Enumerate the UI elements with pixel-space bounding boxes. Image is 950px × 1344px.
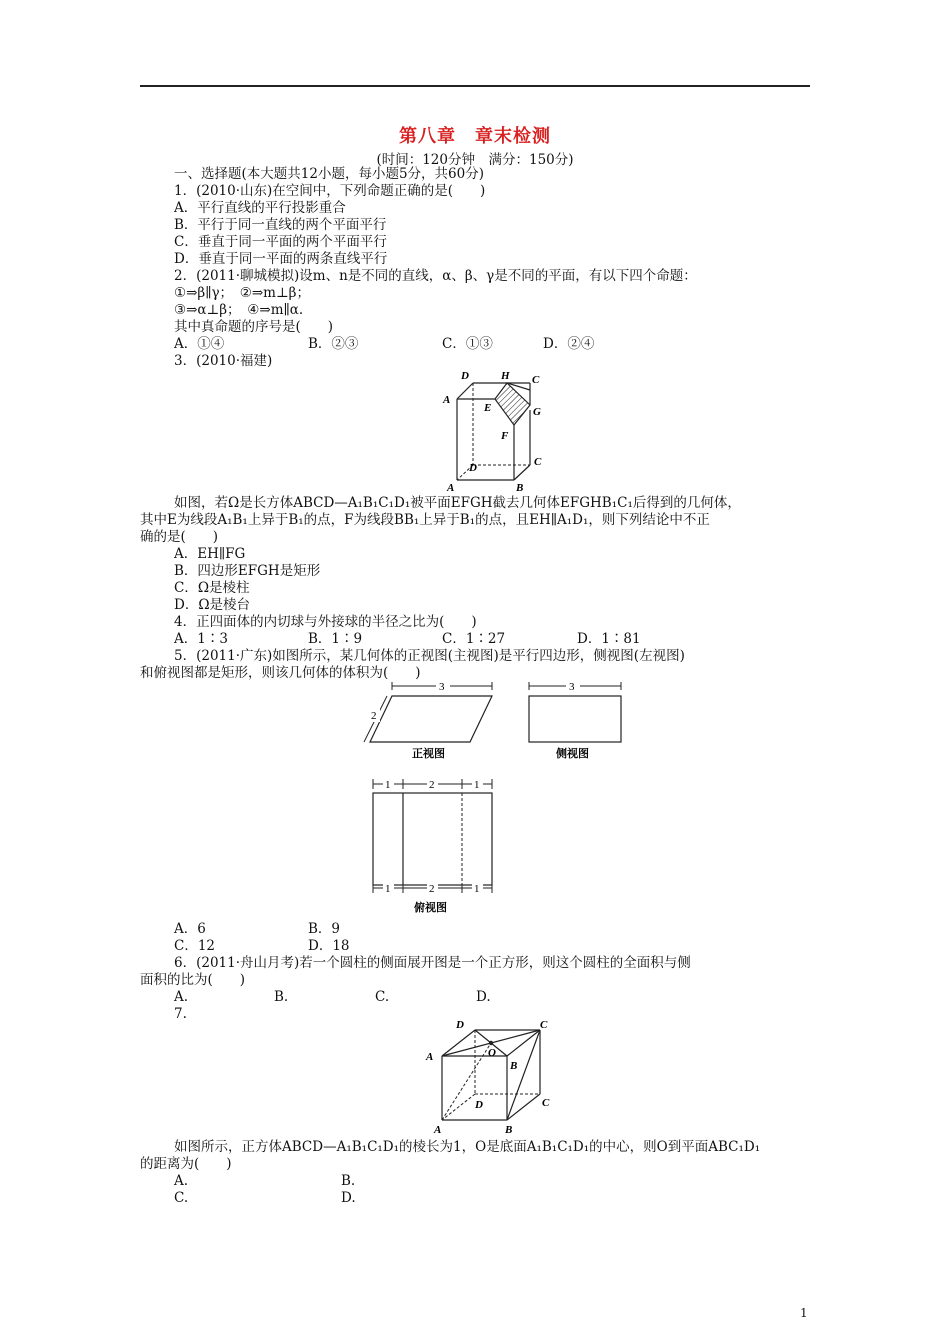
label-h: H: [501, 370, 510, 382]
q7-cube-figure: [420, 1018, 560, 1136]
q4-option-a: A．1∶3: [174, 631, 228, 647]
q4-stem: 4．正四面体的内切球与外接球的半径之比为( ): [174, 614, 477, 630]
side-view-label: 侧视图: [556, 748, 589, 760]
q7-option-b: B.: [341, 1173, 356, 1189]
dim-label: 1: [385, 779, 391, 791]
q5-side-view: [520, 678, 630, 760]
q5-option-b: B．9: [308, 921, 341, 937]
q1-option-b: B．平行于同一直线的两个平面平行: [174, 217, 387, 233]
dim-label: 1: [474, 883, 480, 895]
q7-option-d: D.: [341, 1190, 356, 1206]
q2-option-a: A．①④: [174, 336, 225, 352]
q6-option-a: A.: [174, 989, 189, 1005]
q3-text-1: 如图，若Ω是长方体ABCD—A₁B₁C₁D₁被平面EFGH截去几何体EFGHB₁C₁后得到的几何体，: [174, 495, 741, 511]
q5-option-a: A．6: [174, 921, 206, 937]
q6-option-b: B.: [274, 989, 289, 1005]
label-b: B: [516, 482, 524, 494]
q5-stem-1: 5．(2011·广东)如图所示，某几何体的正视图(主视图)是平行四边形，侧视图(左视图): [174, 648, 685, 664]
label-d: D: [469, 462, 477, 474]
q6-stem-1: 6．(2011·舟山月考)若一个圆柱的侧面展开图是一个正方形，则这个圆柱的全面积与侧: [174, 955, 691, 971]
q1-option-d: D．垂直于同一平面的两条直线平行: [174, 251, 388, 267]
label-c1: C: [532, 374, 540, 386]
q2-stem: 2．(2011·聊城模拟)设m、n是不同的直线，α、β、γ是不同的平面，有以下四个命题：: [174, 268, 697, 284]
q3-stem: 3．(2010·福建): [174, 353, 273, 369]
q7-stem: 7.: [174, 1006, 187, 1022]
q3-text-3: 确的是( ): [140, 529, 219, 545]
section-heading: 一、选择题(本大题共12小题，每小题5分，共60分): [174, 166, 484, 182]
q5-front-view: [360, 678, 500, 760]
front-view-label: 正视图: [412, 748, 445, 760]
q2-props-1: ①⇒β∥γ； ②⇒m⊥β；: [174, 285, 310, 301]
dim-label: 1: [474, 779, 480, 791]
q7-option-c: C.: [174, 1190, 189, 1206]
q1-option-a: A．平行直线的平行投影重合: [174, 200, 346, 216]
label-o: O: [488, 1047, 496, 1059]
q5-stem-2: 和俯视图都是矩形，则该几何体的体积为( ): [140, 665, 421, 681]
q5-option-c: C．12: [174, 938, 216, 954]
label-f: F: [501, 430, 509, 442]
q6-stem-2: 面积的比为( ): [140, 972, 246, 988]
q3-option-b: B．四边形EFGH是矩形: [174, 563, 321, 579]
page-number: 1: [800, 1306, 808, 1320]
dim-label: 3: [439, 681, 445, 693]
label-b: B: [505, 1124, 513, 1136]
label-b1: B: [510, 1060, 518, 1072]
label-d: D: [475, 1099, 483, 1111]
q2-props-2: ③⇒α⊥β； ④⇒m∥α.: [174, 302, 304, 318]
q4-option-d: D．1∶81: [577, 631, 641, 647]
label-c: C: [542, 1097, 550, 1109]
dim-label: 1: [385, 883, 391, 895]
q3-option-a: A．EH∥FG: [174, 546, 246, 562]
label-a1: A: [426, 1051, 434, 1063]
top-view-label: 俯视图: [414, 902, 447, 914]
q7-text-2: 的距离为( ): [140, 1156, 232, 1172]
label-a: A: [434, 1124, 442, 1136]
q7-text-1: 如图所示，正方体ABCD—A₁B₁C₁D₁的棱长为1，O是底面A₁B₁C₁D₁的中心，则O到平面ABC₁D₁: [174, 1139, 761, 1155]
chapter-title: 第八章 章末检测: [399, 126, 551, 147]
q3-cuboid-figure: [435, 365, 555, 495]
q6-option-d: D.: [476, 989, 491, 1005]
q2-option-b: B．②③: [308, 336, 359, 352]
label-d1: D: [456, 1019, 464, 1031]
q5-top-view: [365, 773, 500, 918]
label-c: C: [534, 456, 542, 468]
q1-stem: 1．(2010·山东)在空间中，下列命题正确的是( ): [174, 183, 486, 199]
q7-option-a: A.: [174, 1173, 189, 1189]
q2-option-d: D．②④: [543, 336, 595, 352]
exam-info: (时间：120分钟 满分：150分): [376, 152, 574, 168]
q1-option-c: C．垂直于同一平面的两个平面平行: [174, 234, 387, 250]
q2-ask: 其中真命题的序号是( ): [174, 319, 334, 335]
q3-option-c: C．Ω是棱柱: [174, 580, 250, 596]
q5-option-d: D．18: [308, 938, 350, 954]
q3-option-d: D．Ω是棱台: [174, 597, 251, 613]
q6-option-c: C.: [375, 989, 390, 1005]
dim-label: 2: [429, 779, 435, 791]
q4-option-c: C．1∶27: [442, 631, 506, 647]
q4-option-b: B．1∶9: [308, 631, 363, 647]
dim-label: 2: [429, 883, 435, 895]
label-g: G: [533, 406, 541, 418]
label-a1: A: [443, 394, 451, 406]
q3-text-2: 其中E为线段A₁B₁上异于B₁的点，F为线段BB₁上异于B₁的点，且EH∥A₁D₁，则下列结论中不正: [140, 512, 710, 528]
label-d1: D: [461, 370, 469, 382]
header-rule: [140, 85, 810, 87]
label-a: A: [447, 482, 455, 494]
dim-label: 2: [371, 710, 377, 722]
label-e: E: [484, 402, 492, 414]
label-c1: C: [540, 1019, 548, 1031]
dim-label: 3: [569, 681, 575, 693]
q2-option-c: C．①③: [442, 336, 493, 352]
